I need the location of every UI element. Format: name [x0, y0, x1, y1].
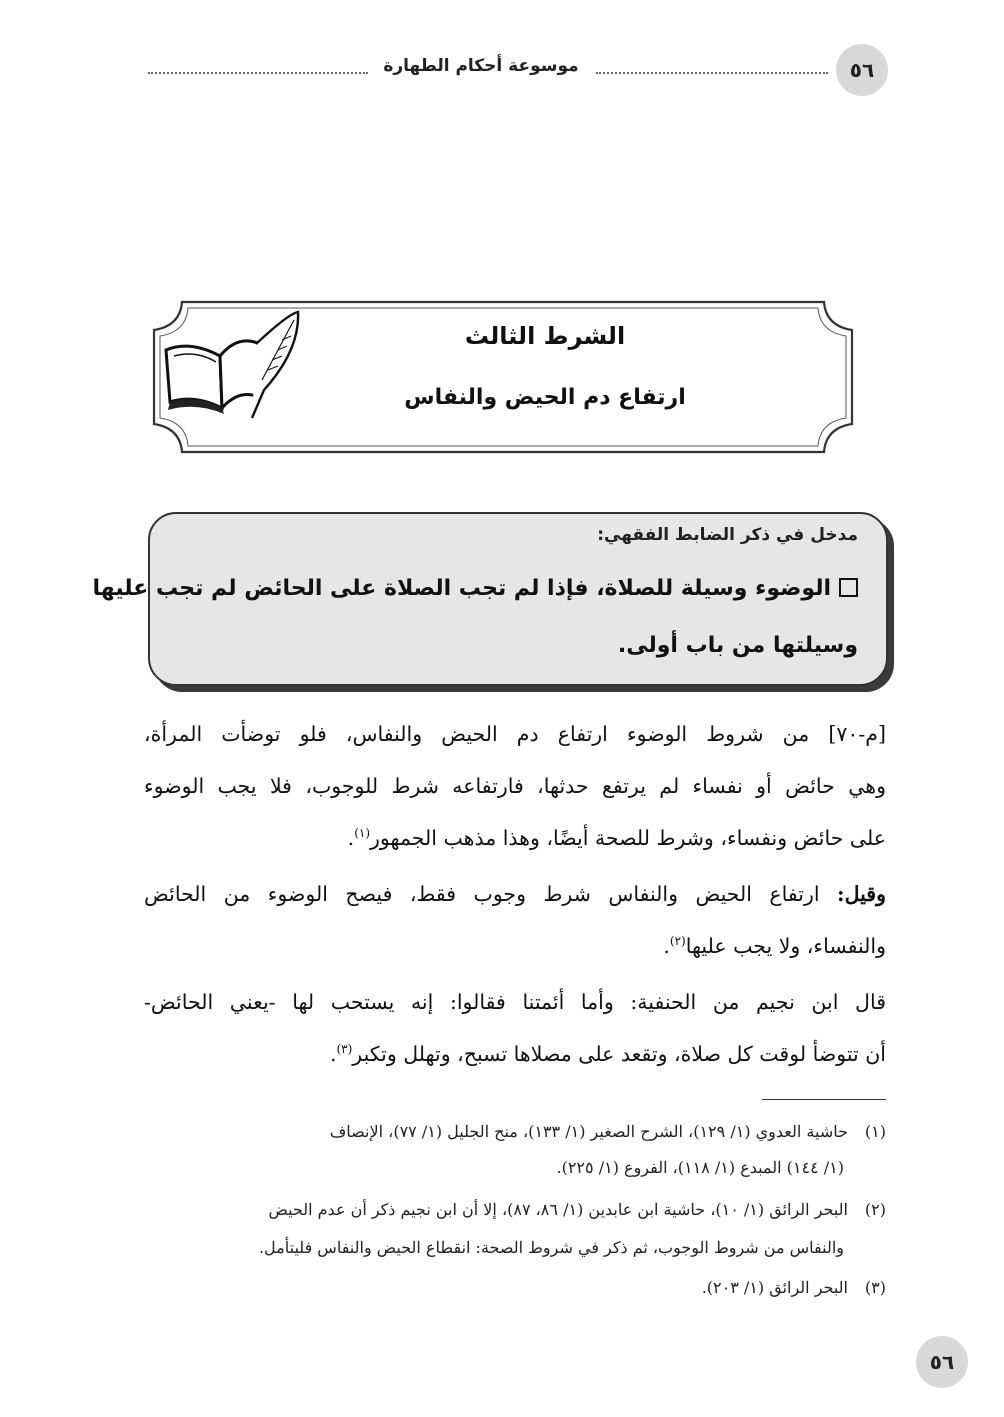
header-page-number: ٥٦: [836, 44, 888, 96]
footnote-ref-3: (٣): [336, 1042, 353, 1057]
paragraph-1-line-1: [م-٧٠] من شروط الوضوء ارتفاع دم الحيض والنفاس، فلو توضأت المرأة،: [144, 722, 886, 746]
intro-line-2: وسيلتها من باب أولى.: [617, 633, 858, 658]
footer-page-number: ٥٦: [916, 1336, 968, 1388]
intro-label: مدخل في ذكر الضابط الفقهي:: [597, 525, 858, 545]
footnote-2-line-1: (٢)البحر الرائق (١/ ١٠)، حاشية ابن عابدين (١/ ٨٦، ٨٧)، إلا أن ابن نجيم ذكر أن عدم الحيض: [268, 1200, 886, 1219]
footnote-2-line-2: والنفاس من شروط الوجوب، ثم ذكر في شروط الصحة: انقطاع الحيض والنفاس فليتأمل.: [258, 1238, 844, 1257]
paragraph-3-line-2: أن تتوضأ لوقت كل صلاة، وتقعد على مصلاها تسبح، وتهلل وتكبر$^{(٣)}$.: [329, 1042, 886, 1066]
footnote-separator: [762, 1099, 886, 1100]
checkbox-icon: [839, 578, 858, 597]
intro-line-1: الوضوء وسيلة للصلاة، فإذا لم تجب الصلاة على الحائض لم تجب عليها: [93, 576, 858, 601]
paragraph-1-line-3: على حائض ونفساء، وشرط للصحة أيضًا، وهذا مذهب الجمهور$^{(١)}$.: [347, 826, 886, 850]
paragraph-3-line-1: قال ابن نجيم من الحنفية: وأما أئمتنا فقالوا: إنه يستحب لها -يعني الحائض-: [144, 990, 886, 1014]
footnote-1-line-1: (١)حاشية العدوي (١/ ١٢٩)، الشرح الصغير (١/ ١٣٣)، منح الجليل (١/ ٧٧)، الإنصاف: [329, 1122, 886, 1141]
footnote-ref-1: (١): [354, 826, 371, 841]
paragraph-2-line-1: وقيل: ارتفاع الحيض والنفاس شرط وجوب فقط، فيصح الوضوء من الحائض: [144, 882, 886, 906]
footnote-3-line-1: (٣)البحر الرائق (١/ ٢٠٣).: [701, 1278, 886, 1297]
book-quill-icon: [160, 310, 310, 420]
footnote-ref-2: (٢): [669, 934, 686, 949]
paragraph-1-line-2: وهي حائض أو نفساء لم يرتفع حدثها، فارتفاعه شرط للوجوب، فلا يجب الوضوء: [144, 774, 886, 798]
chapter-title: الشرط الثالث: [464, 322, 626, 350]
header-dotted-rule-left: [148, 72, 368, 74]
chapter-subtitle: ارتفاع دم الحيض والنفاس: [404, 385, 686, 410]
footnote-1-line-2: (١/ ١٤٤) المبدع (١/ ١١٨)، الفروع (١/ ٢٢٥).: [556, 1158, 844, 1177]
paragraph-2-line-2: والنفساء، ولا يجب عليها$^{(٢)}$.: [663, 934, 886, 958]
header-dotted-rule-right: [596, 72, 828, 74]
running-title: موسوعة أحكام الطهارة: [383, 56, 579, 76]
